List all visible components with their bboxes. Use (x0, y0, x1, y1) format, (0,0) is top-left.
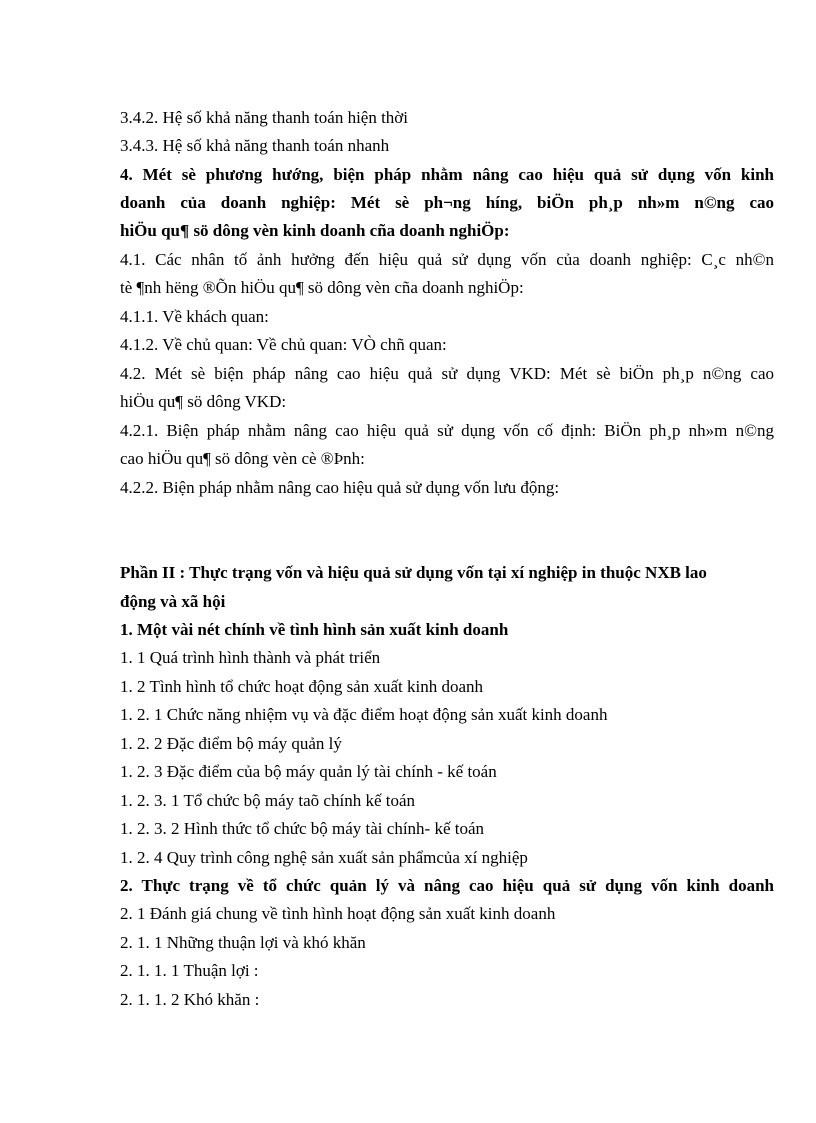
toc-line-1-2-3-2: 1. 2. 3. 2 Hình thức tổ chức bộ máy tài chính- kế toán (120, 819, 485, 838)
toc-line-4-1: 4.1. Các nhân tố ảnh hưởng đến hiệu quả sử dụng vốn của doanh nghiệp: C¸c nh©n (120, 250, 774, 269)
toc-line-1-1: 1. 1 Quá trình hình thành và phát triển (120, 648, 381, 667)
toc-line-4-1-cont: tè ¶nh hëng ®Õn hiÖu qu¶ sö dông vèn cña doanh nghiÖp: (120, 278, 524, 297)
toc-line-4-2-2: 4.2.2. Biện pháp nhằm nâng cao hiệu quả sử dụng vốn lưu động: (120, 478, 560, 497)
toc-line-4-1-1: 4.1.1. Về khách quan: (120, 307, 269, 326)
toc-line-1-2-2: 1. 2. 2 Đặc điểm bộ máy quản lý (120, 734, 342, 753)
toc-line-1-2-3-1: 1. 2. 3. 1 Tổ chức bộ máy taõ chính kế toán (120, 791, 416, 810)
toc-line-2-1-1-1: 2. 1. 1. 1 Thuận lợi : (120, 961, 259, 980)
section-heading-4-cont: doanh của doanh nghiệp: Mét sè ph¬ng híng, biÖn ph¸p nh»m n©ng cao (120, 193, 774, 212)
toc-line-1-2-1: 1. 2. 1 Chức năng nhiệm vụ và đặc điểm hoạt động sản xuất kinh doanh (120, 705, 608, 724)
toc-line-4-2-cont: hiÖu qu¶ sö dông VKD: (120, 392, 287, 411)
toc-line-3-4-3: 3.4.3. Hệ số khả năng thanh toán nhanh (120, 136, 390, 155)
toc-line-4-1-2: 4.1.2. Về chủ quan: Về chủ quan: VÒ chñ quan: (120, 335, 447, 354)
part-ii-heading-cont: động và xã hội (120, 592, 226, 611)
toc-line-1-2-3: 1. 2. 3 Đặc điểm của bộ máy quản lý tài chính - kế toán (120, 762, 497, 781)
section-heading-4: 4. Mét sè phương hướng, biện pháp nhằm nâng cao hiệu quả sử dụng vốn kinh (120, 165, 774, 184)
toc-line-4-2: 4.2. Mét sè biện pháp nâng cao hiệu quả sử dụng VKD: Mét sè biÖn ph¸p n©ng cao (120, 364, 774, 383)
toc-line-1-2: 1. 2 Tình hình tổ chức hoạt động sản xuất kinh doanh (120, 677, 484, 696)
toc-line-4-2-1-cont: cao hiÖu qu¶ sö dông vèn cè ®Þnh: (120, 449, 365, 468)
section-heading-4-end: hiÖu qu¶ sö dông vèn kinh doanh cña doanh nghiÖp: (120, 221, 510, 240)
toc-line-2-1-1-2: 2. 1. 1. 2 Khó khăn : (120, 990, 260, 1009)
toc-line-2-1-1: 2. 1. 1 Những thuận lợi và khó khăn (120, 933, 366, 952)
part-ii-heading: Phần II : Thực trạng vốn và hiệu quả sử dụng vốn tại xí nghiệp in thuộc NXB lao (120, 563, 707, 582)
toc-line-4-2-1: 4.2.1. Biện pháp nhằm nâng cao hiệu quả sử dụng vốn cố định: BiÖn ph¸p nh»m n©ng (120, 421, 774, 440)
toc-line-3-4-2: 3.4.2. Hệ số khả năng thanh toán hiện thời (120, 108, 409, 127)
section-heading-1: 1. Một vài nét chính về tình hình sản xuất kinh doanh (120, 620, 509, 639)
toc-line-1-2-4: 1. 2. 4 Quy trình công nghệ sản xuất sản phẩmcủa xí nghiệp (120, 848, 528, 867)
section-heading-2: 2. Thực trạng về tổ chức quản lý và nâng cao hiệu quả sử dụng vốn kinh doanh (120, 876, 774, 895)
toc-line-2-1: 2. 1 Đánh giá chung về tình hình hoạt động sản xuất kinh doanh (120, 904, 556, 923)
